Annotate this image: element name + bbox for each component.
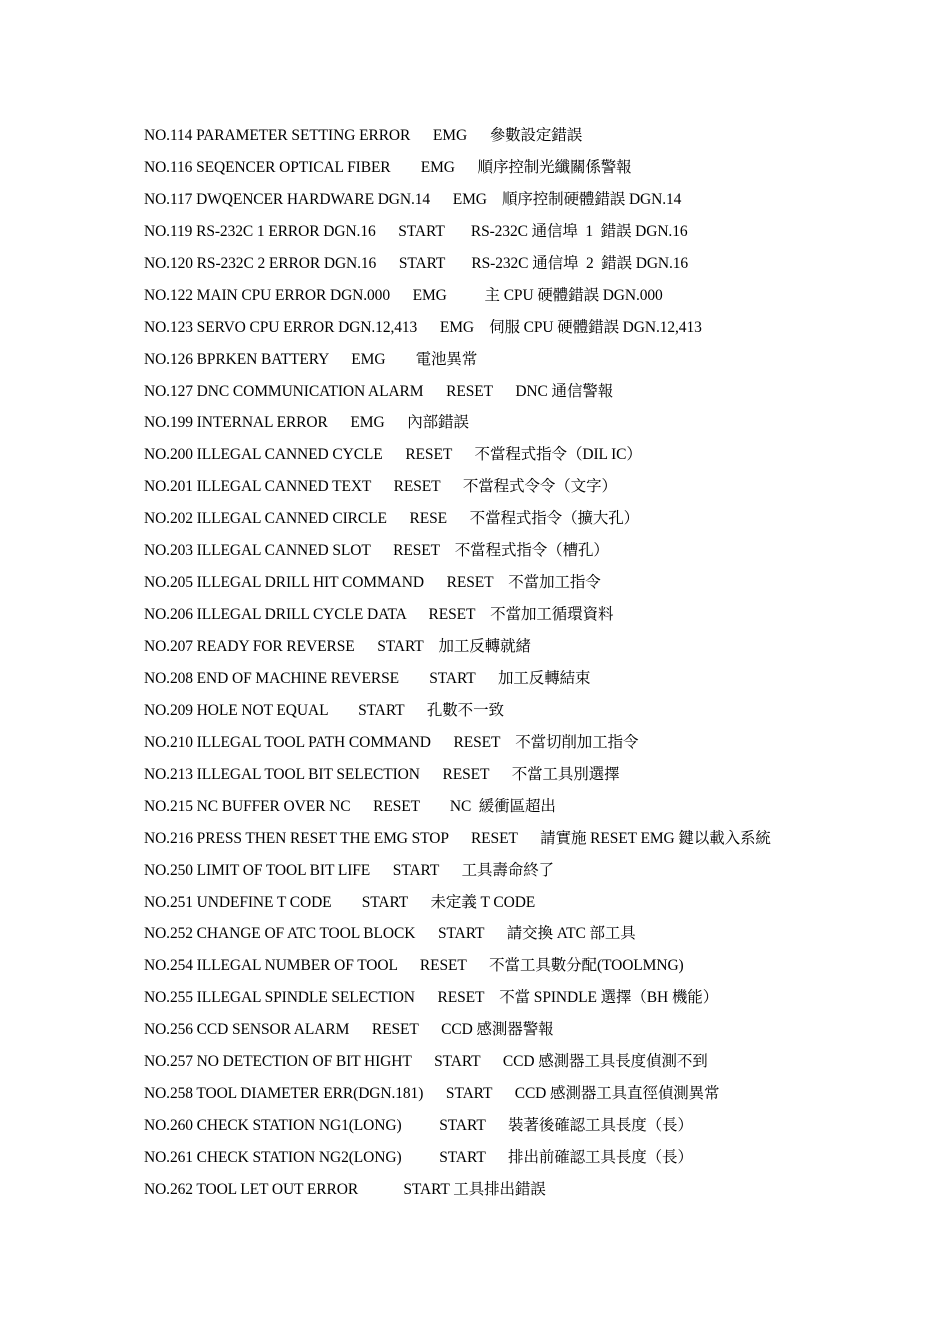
error-line: NO.257 NO DETECTION OF BIT HIGHT START CCD 感測器工具長度偵測不到 xyxy=(144,1053,708,1071)
error-line: NO.260 CHECK STATION NG1(LONG) START 裝著後確認工具長度（長） xyxy=(144,1117,693,1135)
error-line: NO.206 ILLEGAL DRILL CYCLE DATA RESET 不當加工循環資料 xyxy=(144,606,614,624)
error-line: NO.114 PARAMETER SETTING ERROR EMG 參數設定錯誤 xyxy=(144,127,583,144)
error-line: NO.216 PRESS THEN RESET THE EMG STOP RESET 請實施 RESET EMG 鍵以載入系統 xyxy=(144,829,771,847)
error-line: NO.202 ILLEGAL CANNED CIRCLE RESE 不當程式指令（擴大孔） xyxy=(144,510,640,528)
error-line: NO.127 DNC COMMUNICATION ALARM RESET DNC 通信警報 xyxy=(144,382,614,400)
error-line: NO.203 ILLEGAL CANNED SLOT RESET 不當程式指令（槽孔） xyxy=(144,542,609,560)
error-line: NO.250 LIMIT OF TOOL BIT LIFE START 工具壽命終了 xyxy=(144,861,554,879)
error-line: NO.261 CHECK STATION NG2(LONG) START 排出前確認工具長度（長） xyxy=(144,1149,693,1166)
error-line: NO.126 BPRKEN BATTERY EMG 電池異常 xyxy=(144,350,478,368)
error-line: NO.213 ILLEGAL TOOL BIT SELECTION RESET 不當工具別選擇 xyxy=(144,765,620,783)
error-line: NO.210 ILLEGAL TOOL PATH COMMAND RESET 不當切削加工指令 xyxy=(144,733,639,751)
error-line: NO.199 INTERNAL ERROR EMG 內部錯誤 xyxy=(144,414,469,432)
error-line: NO.119 RS-232C 1 ERROR DGN.16 START RS-232C 通信埠 1 錯誤 DGN.16 xyxy=(144,222,688,240)
error-line: NO.116 SEQENCER OPTICAL FIBER EMG 順序控制光纖關係警報 xyxy=(144,158,632,176)
error-line: NO.262 TOOL LET OUT ERROR START 工具排出錯誤 xyxy=(144,1180,546,1198)
error-line: NO.201 ILLEGAL CANNED TEXT RESET 不當程式令令（文字） xyxy=(144,478,617,496)
error-line: NO.207 READY FOR REVERSE START 加工反轉就緒 xyxy=(144,638,531,655)
error-line: NO.120 RS-232C 2 ERROR DGN.16 START RS-232C 通信埠 2 錯誤 DGN.16 xyxy=(144,254,689,272)
error-line: NO.200 ILLEGAL CANNED CYCLE RESET 不當程式指令（DIL IC） xyxy=(144,446,642,464)
error-line: NO.205 ILLEGAL DRILL HIT COMMAND RESET 不當加工指令 xyxy=(144,574,601,592)
error-line: NO.258 TOOL DIAMETER ERR(DGN.181) START CCD 感測器工具直徑偵測異常 xyxy=(144,1085,720,1103)
error-line: NO.251 UNDEFINE T CODE START 未定義 T CODE xyxy=(144,893,536,911)
error-line: NO.255 ILLEGAL SPINDLE SELECTION RESET 不當 SPINDLE 選擇（BH 機能） xyxy=(144,989,719,1007)
error-line: NO.209 HOLE NOT EQUAL START 孔數不一致 xyxy=(144,701,504,719)
error-line: NO.252 CHANGE OF ATC TOOL BLOCK START 請交換 ATC 部工具 xyxy=(144,925,636,943)
error-line: NO.123 SERVO CPU ERROR DGN.12,413 EMG 伺服 CPU 硬體錯誤 DGN.12,413 xyxy=(144,318,702,336)
error-code-list xyxy=(144,125,924,1211)
error-line: NO.122 MAIN CPU ERROR DGN.000 EMG 主 CPU 硬體錯誤 DGN.000 xyxy=(144,286,663,304)
error-line: NO.117 DWQENCER HARDWARE DGN.14 EMG 順序控制硬體錯誤 DGN.14 xyxy=(144,190,682,208)
error-line: NO.215 NC BUFFER OVER NC RESET NC 緩衝區超出 xyxy=(144,797,556,815)
error-line: NO.208 END OF MACHINE REVERSE START 加工反轉結束 xyxy=(144,669,591,687)
error-line: NO.254 ILLEGAL NUMBER OF TOOL RESET 不當工具數分配(TOOLMNG) xyxy=(144,957,684,975)
error-line: NO.256 CCD SENSOR ALARM RESET CCD 感測器警報 xyxy=(144,1021,554,1039)
